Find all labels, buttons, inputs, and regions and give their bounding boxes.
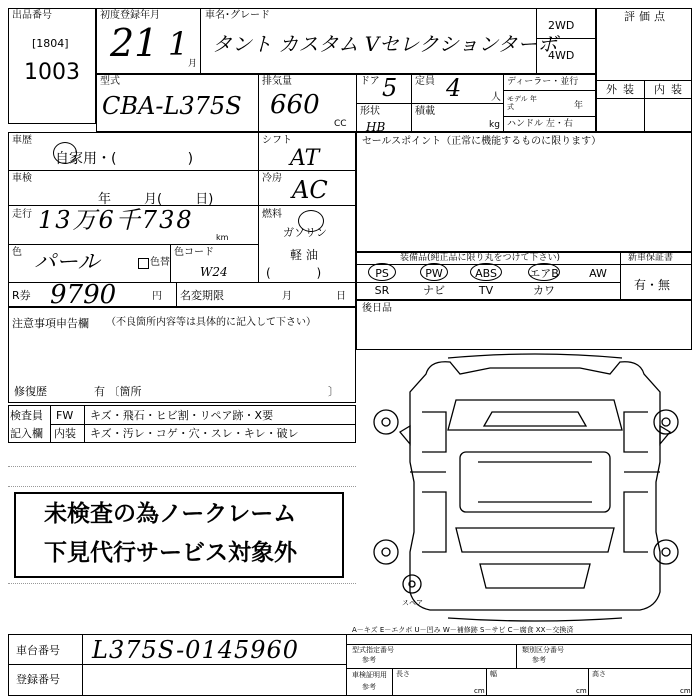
equip-pw: PW [425, 267, 443, 280]
inspection-value: 年 月( 日) [98, 192, 214, 207]
spare-label: スペア [402, 599, 423, 607]
equip-ps: PS [375, 267, 389, 280]
exterior-label: 外装 [606, 83, 640, 96]
retrofit-box [356, 300, 692, 350]
color-label: 色 [12, 247, 22, 258]
equip-tv: TV [478, 284, 494, 297]
doors-label: ドア [360, 76, 380, 87]
abs-circle [470, 263, 502, 281]
notice-line-2: 下見代行サービス対象外 [44, 540, 297, 566]
color-code-label: 色コード [174, 247, 214, 258]
model-year-label: モデル 年式 [507, 95, 537, 112]
fuel-label: 燃料 [262, 209, 282, 220]
dealer-label: ディーラー・並行 [507, 77, 579, 87]
repair-label: 修復歴 [14, 385, 47, 398]
notes-title: 注意事項申告欄 [12, 317, 89, 330]
length-unit: cm [474, 687, 485, 695]
car-name-label: 車名･グレード [205, 10, 270, 21]
mileage-value: 13万6千738 [38, 206, 194, 234]
fw-items: キズ・飛石・ヒビ割・リペア跡・X要 [90, 409, 274, 422]
equip-aw: AW [589, 267, 607, 280]
registration-label: 登録番号 [16, 673, 60, 686]
car-damage-diagram [360, 352, 692, 624]
ref-3: 参考 [362, 683, 376, 691]
ac-value: AC [292, 176, 328, 204]
warranty-value: 有・無 [634, 278, 671, 292]
interior-items: キズ・汚レ・コゲ・穴・スレ・キレ・破レ [90, 427, 299, 440]
height-unit: cm [680, 687, 691, 695]
equip-leather: カワ [533, 284, 555, 297]
height-label: 高さ [592, 670, 606, 678]
fuel-paren: ( ) [266, 266, 322, 280]
shift-value: AT [290, 146, 320, 171]
shift-label: シフト [262, 135, 292, 146]
equipment-title: 装備品(純正品に限り丸をつけて下さい) [400, 253, 561, 263]
width-unit: cm [576, 687, 587, 695]
lot-number: 1003 [24, 60, 80, 85]
chassis-label: 車台番号 [16, 644, 60, 657]
cc-unit: CC [334, 119, 347, 129]
airbag-circle [528, 263, 560, 281]
history-value: 自家用・( ) [55, 151, 194, 167]
persons-unit: 人 [491, 92, 501, 103]
equip-abs: ABS [475, 267, 497, 280]
interior-label-2: 内装 [54, 427, 76, 440]
shape-label: 形状 [360, 106, 380, 117]
interior-label: 内装 [654, 83, 688, 96]
width-label: 幅 [490, 670, 497, 678]
capacity-label: 定員 [415, 76, 435, 87]
kg-unit: kg [489, 120, 500, 130]
transfer-day: 日 [336, 291, 346, 302]
pw-circle [420, 263, 448, 281]
form-cert-label: 型式指定番号 [352, 646, 394, 654]
inspector-label-1: 検査員 [10, 409, 43, 422]
history-label: 車歴 [12, 135, 32, 146]
notes-hint: （不良箇所内容等は具体的に記入して下さい） [106, 317, 316, 328]
km-unit: km [216, 233, 229, 242]
retrofit-label: 後日品 [362, 303, 392, 314]
notice-line-1: 未検査の為ノークレーム [44, 501, 297, 527]
fuel-gas: ガソリン [283, 226, 327, 239]
load-label: 積載 [415, 106, 435, 117]
ps-circle [368, 263, 396, 281]
ref-2: 参考 [532, 656, 546, 664]
model-label: 型式 [100, 76, 120, 87]
year-unit: 年 [574, 101, 584, 111]
session-code: [1804] [32, 37, 69, 50]
color-code-value: W24 [200, 265, 228, 279]
damage-legend: A－キズ E－エクボ U－凹み W－補修跡 S－サビ C－腐食 XX－交換済 [352, 626, 574, 634]
capacity-value: 4 [446, 74, 462, 102]
color-change-label: 色替 [150, 257, 170, 268]
displacement-label: 排気量 [262, 76, 292, 87]
transfer-label: 名変期限 [180, 289, 224, 302]
month-unit: 月 [188, 59, 198, 69]
repair-close: 〕 [328, 385, 339, 398]
sales-point-title: セールスポイント（正常に機能するものに限ります） [362, 136, 602, 147]
equip-navi: ナビ [423, 284, 445, 297]
color-value: パール [34, 250, 100, 275]
equip-airbag: エアB [529, 267, 559, 280]
transfer-month: 月 [282, 291, 292, 302]
repair-value: 有 〔箇所 [94, 385, 142, 398]
first-reg-year: 21 [110, 21, 159, 65]
first-reg-label: 初度登録年月 [100, 10, 160, 21]
recycle-value: 9790 [50, 280, 117, 310]
handle-label: ハンドル 左・右 [507, 119, 573, 129]
drive-4wd: 4WD [548, 49, 575, 62]
fuel-diesel: 軽 油 [290, 248, 318, 262]
inspection-label: 車検 [12, 173, 32, 184]
color-change-box [138, 258, 149, 269]
ref-1: 参考 [362, 656, 376, 664]
rating-label: 評価点 [624, 10, 669, 23]
vehicle-cert-label: 車検証明用 [352, 671, 387, 679]
ac-label: 冷房 [262, 173, 282, 184]
mileage-label: 走行 [12, 209, 32, 220]
displacement-value: 660 [270, 90, 320, 120]
doors-value: 5 [382, 74, 398, 102]
lot-no-label: 出品番号 [12, 10, 52, 21]
class-label: 類別区分番号 [522, 646, 564, 654]
inspector-label-2: 記入欄 [10, 427, 43, 440]
fw-label: FW [56, 409, 74, 422]
drive-2wd: 2WD [548, 19, 575, 32]
model-value: CBA-L375S [102, 92, 242, 120]
length-label: 長さ [396, 670, 410, 678]
yen-unit: 円 [152, 291, 162, 302]
first-reg-month: 1 [168, 25, 189, 63]
recycle-label: R券 [12, 289, 31, 302]
equip-sr: SR [374, 284, 390, 297]
sales-point-box [356, 132, 692, 252]
chassis-number: L375S-0145960 [92, 636, 300, 664]
warranty-label: 新車保証書 [628, 253, 674, 263]
car-name: タント カスタム Vセレクションターボ [212, 32, 558, 56]
shape-value: HB [366, 120, 386, 134]
